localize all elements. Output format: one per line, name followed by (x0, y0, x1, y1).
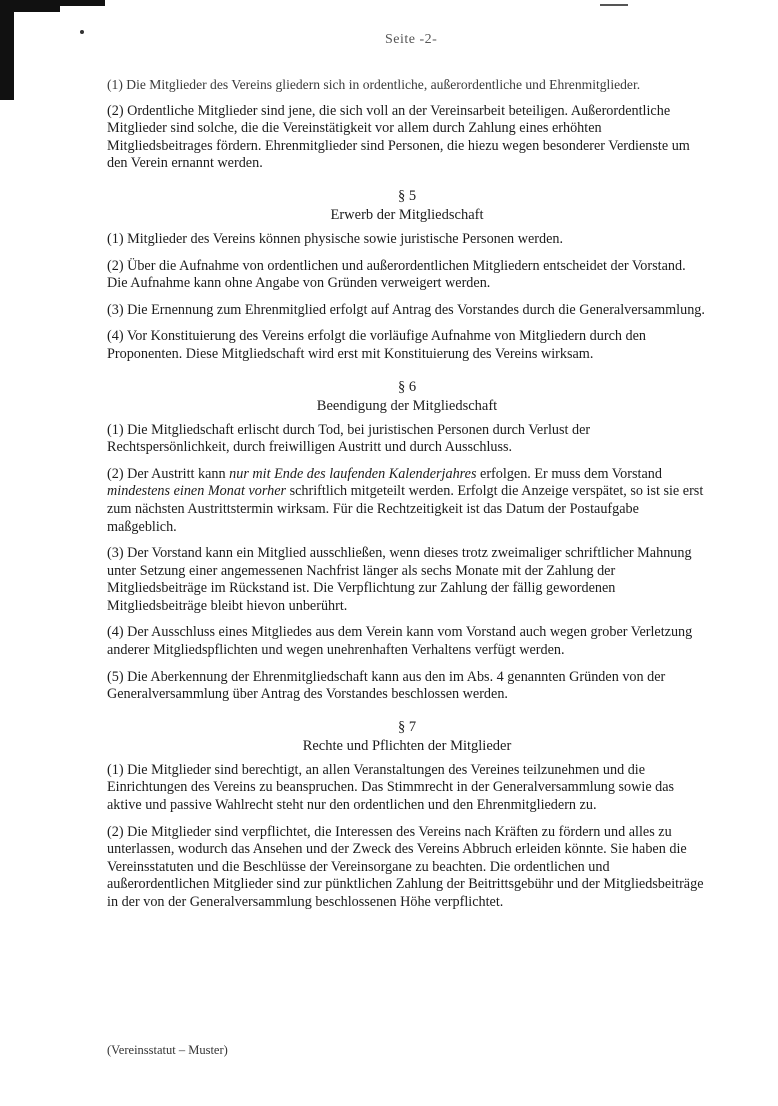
section-title: Beendigung der Mitgliedschaft (316, 397, 498, 414)
scan-edge-mark (0, 0, 14, 100)
section-heading-5 (107, 187, 707, 225)
text-segment: schriftlich mitgeteilt werden. Erfolgt die Anzeige verspätet, so ist sie erst zum nächsten Austrittstermin wirksam. Für die Rechtzeitigkeit ist das Datum der Postaufgabe maßgeblich. (107, 483, 704, 535)
section-number: § 5 (397, 187, 417, 204)
section-5-paragraph-4: (4) Vor Konstituierung des Vereins erfolgt die vorläufige Aufnahme von Mitgliedern durch den Proponenten. Diese Mitgliedschaft wird erst mit Konstituierung des Vereins wirksam. (107, 328, 647, 362)
document-body (107, 76, 707, 921)
ink-dot (80, 30, 84, 34)
section-5-paragraph-1: (1) Mitglieder des Vereins können physische sowie juristische Personen werden. (107, 230, 564, 247)
section-title: Erwerb der Mitgliedschaft (330, 206, 484, 223)
section-7-paragraph-1: (1) Die Mitglieder sind berechtigt, an allen Veranstaltungen des Vereines teilzunehmen und die Einrichtungen des Vereins zu beanspruchen. Das Stimmrecht in der Generalversammlung sowie das aktive und passive Wahlrecht steht nur den ordentlichen und den Ehrenmitgliedern zu. (107, 761, 675, 814)
section-number: § 7 (397, 718, 417, 735)
scan-edge-mark-corner (0, 0, 60, 12)
section-heading-7 (107, 718, 707, 756)
text-segment: (2) Der Austritt kann (107, 465, 230, 482)
paragraph-membership-definitions: (2) Ordentliche Mitglieder sind jene, die sich voll an der Vereinsarbeit beteiligen. Außerordentliche Mitglieder sind solche, die die Vereinstätigkeit vor allem durch Zahlung eines erhöhten Mitgliedsbeitrages fördern. Ehrenmitglieder sind Personen, die hiezu wegen besonderer Verdienste um den Verein ernannt werden. (107, 102, 690, 172)
section-6-paragraph-4: (4) Der Ausschluss eines Mitgliedes aus dem Verein kann vom Vorstand auch wegen grober Verletzung anderer Mitgliedspflichten und wegen unehrenhaften Verhaltens verfügt werden. (107, 624, 693, 659)
section-6-paragraph-1: (1) Die Mitgliedschaft erlischt durch Tod, bei juristischen Personen durch Verlust der Rechtspersönlichkeit, durch freiwilligen Austritt und durch Ausschluss. (107, 421, 591, 456)
page-number: Seite -2- (385, 32, 438, 47)
document-footer: (Vereinsstatut – Muster) (107, 1043, 228, 1057)
section-heading-6 (107, 378, 707, 416)
section-title: Rechte und Pflichten der Mitglieder (302, 737, 512, 754)
text-segment: erfolgen. Er muss dem Vorstand (476, 465, 662, 482)
section-5-paragraph-2: (2) Über die Aufnahme von ordentlichen und außerordentlichen Mitgliedern entscheidet der Vorstand. Die Aufnahme kann ohne Angabe von Gründen verweigert werden. (107, 257, 686, 292)
section-number: § 6 (397, 378, 417, 395)
emphasis-text: mindestens einen Monat vorher (107, 483, 287, 500)
emphasis-text: nur mit Ende des laufenden Kalenderjahres (229, 465, 477, 482)
section-7-paragraph-2: (2) Die Mitglieder sind verpflichtet, die Interessen des Vereins nach Kräften zu fördern und alles zu unterlassen, wodurch das Ansehen und der Zweck des Vereins Abbruch erleiden könnte. Sie haben die Vereinsstatuten und die Beschlüsse der Vereinsorgane zu beachten. Die ordentlichen und außerordentlichen Mitglieder sind zur pünktlichen Zahlung der Beitrittsgebühr und der Mitgliedsbeiträge in der von der Generalversammlung beschlossenen Höhe verpflichtet. (107, 823, 704, 910)
section-5-paragraph-3: (3) Die Ernennung zum Ehrenmitglied erfolgt auf Antrag des Vorstandes durch die Generalversammlung. (107, 301, 705, 318)
paragraph-membership-types: (1) Die Mitglieder des Vereins gliedern sich in ordentliche, außerordentliche und Ehrenmitglieder. (107, 77, 641, 92)
section-6-paragraph-3: (3) Der Vorstand kann ein Mitglied ausschließen, wenn dieses trotz zweimaliger schriftlicher Mahnung unter Setzung einer angemessenen Nachfrist länger als sechs Monate mit der Zahlung der Mitgliedsbeiträge im Rückstand ist. Die Verpflichtung zur Zahlung der fällig gewordenen Mitgliedsbeiträge bleibt hievon unberührt. (107, 545, 692, 614)
section-6-paragraph-2 (107, 466, 707, 536)
section-6-paragraph-5: (5) Die Aberkennung der Ehrenmitgliedschaft kann aus den im Abs. 4 genannten Gründen von der Generalversammlung über Antrag des Vorstandes beschlossen werden. (107, 668, 666, 703)
scan-edge-mark-right (600, 4, 628, 6)
